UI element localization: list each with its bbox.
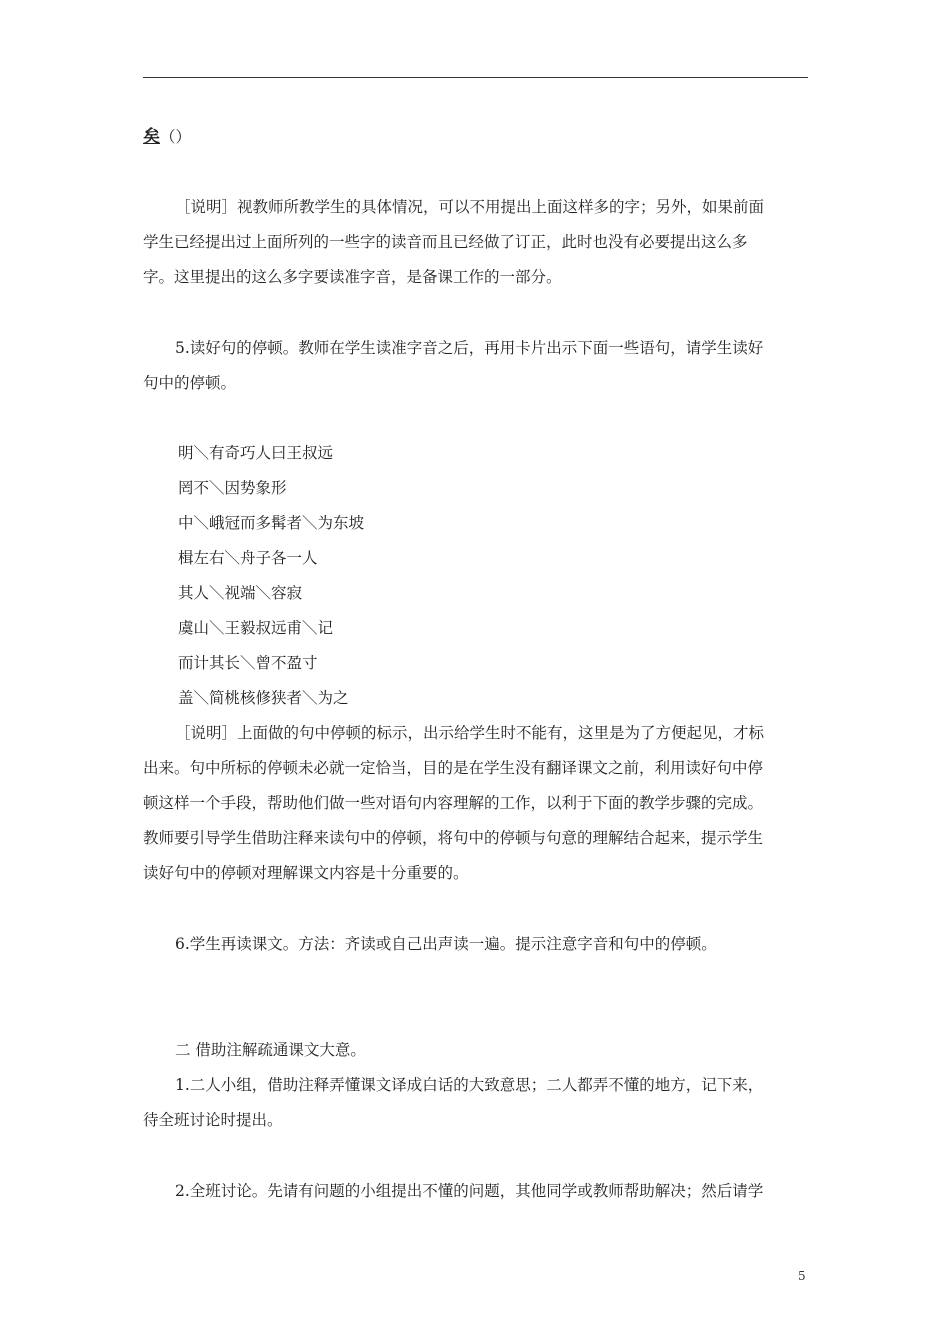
note2-line-2: 出来。句中所标的停顿未必就一定恰当，目的是在学生没有翻译课文之前，利用读好句中停 <box>143 759 764 777</box>
phrase-3: 中＼峨冠而多髯者＼为东坡 <box>178 514 365 532</box>
top-line <box>143 126 191 148</box>
note2-line-3: 顿这样一个手段，帮助他们做一些对语句内容理解的工作，以利于下面的教学步骤的完成。 <box>143 794 764 812</box>
note2-line-4: 教师要引导学生借助注释来读句中的停顿，将句中的停顿与句意的理解结合起来，提示学生 <box>143 829 764 847</box>
step6-line: 6.学生再读课文。方法：齐读或自己出声读一遍。提示注意字音和句中的停顿。 <box>175 935 717 953</box>
note1-line-2: 学生已经提出过上面所列的一些字的读音而且已经做了订正，此时也没有必要提出这么多 <box>143 233 748 251</box>
phrase-1: 明＼有奇巧人曰王叔远 <box>178 444 334 462</box>
step5-line-2: 句中的停顿。 <box>143 374 237 392</box>
phrase-8: 盖＼简桃核修狭者＼为之 <box>178 689 349 707</box>
item1-line-2: 待全班讨论时提出。 <box>143 1111 283 1129</box>
note2-line-1: ［说明］上面做的句中停顿的标示，出示给学生时不能有，这里是为了方便起见，才标 <box>175 724 765 742</box>
item2-line-1: 2.全班讨论。先请有问题的小组提出不懂的问题，其他同学或教师帮助解决；然后请学 <box>175 1182 764 1200</box>
top-parens: （） <box>160 128 192 146</box>
page-number: 5 <box>798 1269 806 1283</box>
step5-line-1: 5.读好句的停顿。教师在学生读准字音之后，再用卡片出示下面一些语句，请学生读好 <box>175 339 764 357</box>
phrase-7: 而计其长＼曾不盈寸 <box>178 654 318 672</box>
phrase-4: 楫左右＼舟子各一人 <box>178 549 318 567</box>
item1-line-1: 1.二人小组，借助注释弄懂课文译成白话的大致意思；二人都弄不懂的地方，记下来， <box>175 1076 764 1094</box>
note1-line-3: 字。这里提出的这么多字要读准字音，是备课工作的一部分。 <box>143 268 562 286</box>
header-rule <box>143 77 808 78</box>
phrase-2: 罔不＼因势象形 <box>178 479 287 497</box>
note1-line-1: ［说明］视教师所教学生的具体情况，可以不用提出上面这样多的字；另外，如果前面 <box>175 198 765 216</box>
top-first-char: 矣 <box>143 127 160 147</box>
phrase-5: 其人＼视端＼容寂 <box>178 584 303 602</box>
section2-heading: 二 借助注解疏通课文大意。 <box>175 1041 366 1059</box>
note2-line-5: 读好句中的停顿对理解课文内容是十分重要的。 <box>143 864 469 882</box>
phrase-6: 虞山＼王毅叔远甫＼记 <box>178 619 334 637</box>
